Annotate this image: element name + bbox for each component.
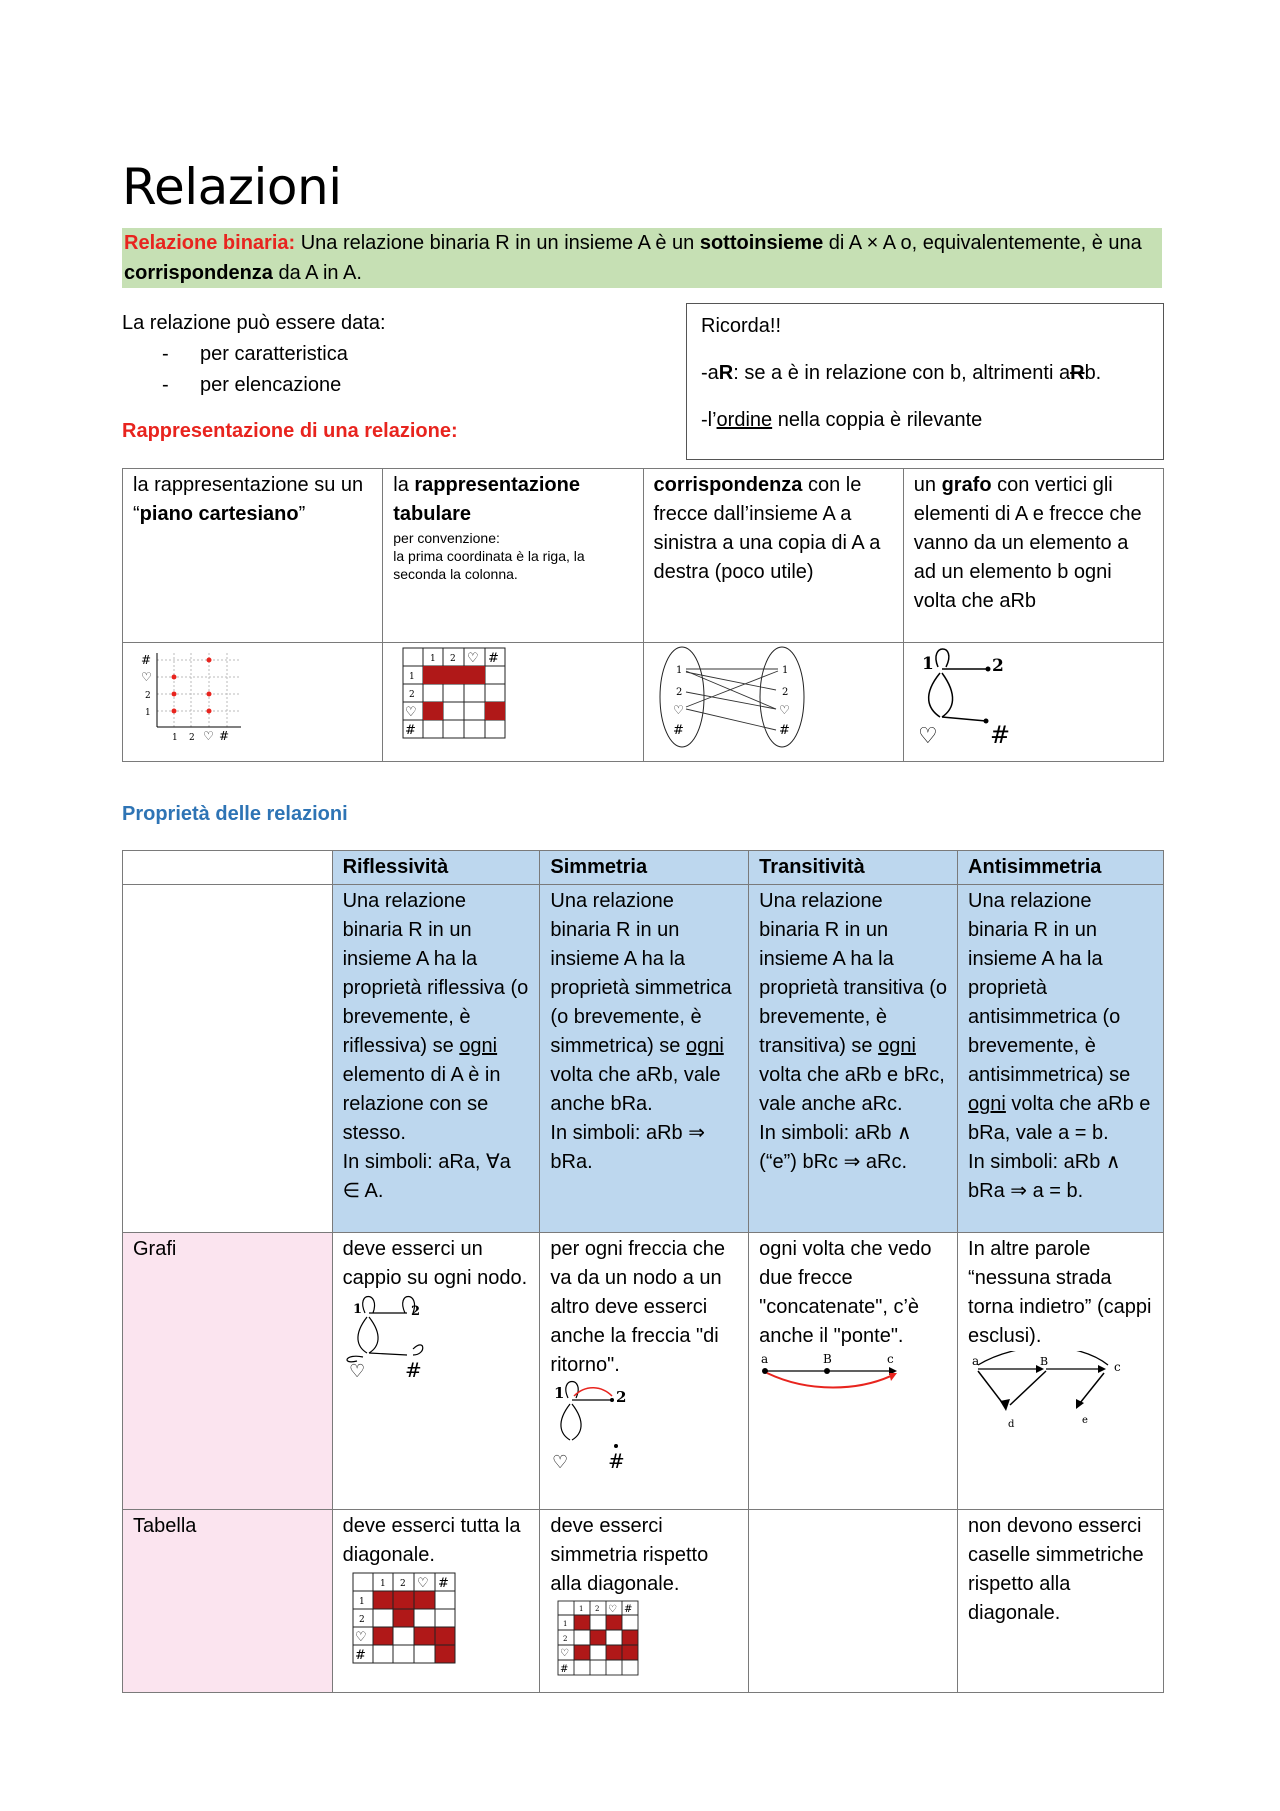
definition-text-3: da A in A. bbox=[272, 262, 362, 284]
grafi-transitivita: ogni volta che vedo due frecce "concatenate", c’è anche il "ponte". a B c bbox=[749, 1233, 958, 1510]
svg-text:#: # bbox=[404, 1358, 422, 1382]
svg-text:1: 1 bbox=[172, 733, 178, 743]
rep-tabular-figure bbox=[383, 643, 643, 762]
svg-text:1: 1 bbox=[675, 665, 682, 676]
svg-text:1: 1 bbox=[352, 1302, 362, 1317]
def-antisimmetria: Una relazione binaria R in un insieme A ha la proprietà antisimmetrica (o brevemente, è antisimmetrica) se ogni volta che aRb e bRa, vale a = b. In simboli: aRb ∧ bRa ⇒ a = b. bbox=[958, 885, 1164, 1233]
rep-cartesian-text: la rappresentazione su un “piano cartesiano” bbox=[123, 469, 383, 643]
definition-text-1: Una relazione binaria R in un insieme A è un bbox=[295, 232, 700, 254]
def-simmetria: Una relazione binaria R in un insieme A ha la proprietà simmetrica (o brevemente, è simmetrica) se ogni volta che aRb, vale anche bRa. In simboli: aRb ⇒ bRa. bbox=[540, 885, 749, 1233]
svg-text:#: # bbox=[437, 1576, 449, 1591]
svg-text:1: 1 bbox=[579, 1605, 584, 1613]
list-item: - per elencazione bbox=[162, 374, 342, 396]
svg-text:♡: ♡ bbox=[608, 1604, 618, 1615]
svg-text:2: 2 bbox=[399, 1579, 406, 1589]
ricorda-line-1: -aR: se a è in relazione con b, altrimenti aRb. bbox=[701, 362, 1102, 384]
cartesian-plot bbox=[129, 645, 249, 745]
svg-text:2: 2 bbox=[563, 1635, 568, 1643]
svg-text:#: # bbox=[778, 723, 790, 738]
svg-text:c: c bbox=[887, 1352, 894, 1366]
tabella-antisimmetria: non devono esserci caselle simmetriche rispetto alla diagonale. bbox=[958, 1510, 1164, 1693]
svg-text:B: B bbox=[823, 1352, 832, 1366]
svg-text:2: 2 bbox=[358, 1615, 365, 1625]
svg-text:#: # bbox=[141, 653, 152, 667]
header-simmetria: Simmetria bbox=[540, 851, 749, 885]
reflexive-table-figure bbox=[343, 1570, 463, 1670]
list-item: - per caratteristica bbox=[162, 343, 348, 365]
svg-text:1: 1 bbox=[145, 708, 151, 718]
svg-text:1: 1 bbox=[921, 654, 934, 674]
rep-tabular-text: la rappresentazione tabulare per convenzione: la prima coordinata è la riga, la seconda la colonna. bbox=[383, 469, 643, 643]
svg-text:2: 2 bbox=[410, 1304, 420, 1319]
svg-text:1: 1 bbox=[781, 665, 788, 676]
rep-graph-text: un grafo con vertici gli elementi di A e frecce che vanno da un elemento a ad un elemento b ogni volta che aRb bbox=[903, 469, 1163, 643]
svg-text:♡: ♡ bbox=[672, 703, 684, 717]
svg-text:♡: ♡ bbox=[467, 651, 479, 666]
svg-text:♡: ♡ bbox=[778, 703, 790, 717]
symmetric-table-figure bbox=[550, 1599, 650, 1681]
tabella-transitivita bbox=[749, 1510, 958, 1693]
ricorda-box bbox=[686, 303, 1164, 460]
definition-bold-1: sottoinsieme bbox=[699, 232, 824, 254]
svg-text:♡: ♡ bbox=[348, 1361, 365, 1382]
properties-table bbox=[122, 850, 1164, 1693]
svg-text:♡: ♡ bbox=[405, 705, 417, 720]
svg-text:#: # bbox=[560, 1664, 569, 1675]
svg-text:B: B bbox=[1040, 1355, 1049, 1368]
svg-text:♡: ♡ bbox=[552, 1452, 569, 1472]
row-label-tabella: Tabella bbox=[123, 1510, 333, 1693]
svg-text:2: 2 bbox=[409, 690, 415, 700]
rep-correspondence-text: corrispondenza con le frecce dall’insieme A a sinistra a una copia di A a destra (poco utile) bbox=[643, 469, 903, 643]
svg-text:1: 1 bbox=[554, 1384, 565, 1402]
svg-text:2: 2 bbox=[781, 687, 788, 698]
svg-text:#: # bbox=[608, 1449, 626, 1472]
ricorda-line-2: -l’ordine nella coppia è rilevante bbox=[701, 409, 983, 431]
svg-text:♡: ♡ bbox=[354, 1630, 367, 1645]
svg-text:#: # bbox=[624, 1604, 633, 1615]
header-transitivita: Transitività bbox=[749, 851, 958, 885]
svg-text:♡: ♡ bbox=[203, 729, 214, 743]
row-label-grafi: Grafi bbox=[123, 1233, 333, 1510]
definition-bold-2: corrispondenza bbox=[124, 262, 273, 284]
def-riflessivita: Una relazione binaria R in un insieme A ha la proprietà riflessiva (o brevemente, è riflessiva) se ogni elemento di A è in relazione con se stesso. In simboli: aRa, ∀a ∈ A. bbox=[332, 885, 540, 1233]
representation-table bbox=[122, 468, 1164, 762]
symmetric-graph-figure bbox=[550, 1380, 640, 1472]
svg-text:d: d bbox=[1008, 1419, 1015, 1430]
svg-text:1: 1 bbox=[430, 654, 436, 664]
antisymmetric-graph-figure bbox=[968, 1351, 1128, 1441]
svg-text:a: a bbox=[972, 1354, 980, 1368]
header-empty bbox=[123, 851, 333, 885]
svg-text:e: e bbox=[1082, 1415, 1088, 1426]
representation-heading: Rappresentazione di una relazione: bbox=[122, 420, 458, 442]
rep-correspondence-figure bbox=[643, 643, 903, 762]
intro-list bbox=[122, 339, 386, 401]
svg-text:♡: ♡ bbox=[917, 724, 938, 745]
grafi-antisimmetria: In altre parole “nessuna strada torna indietro” (cappi esclusi). a B c d e bbox=[958, 1233, 1164, 1510]
definition-text-2: di A × A o, equivalentemente, è una bbox=[823, 232, 1142, 254]
svg-text:1: 1 bbox=[358, 1597, 365, 1607]
svg-text:#: # bbox=[405, 723, 417, 738]
transitive-graph-figure bbox=[759, 1351, 909, 1401]
svg-text:c: c bbox=[1114, 1360, 1121, 1374]
ricorda-title: Ricorda!! bbox=[701, 315, 782, 337]
svg-text:#: # bbox=[219, 729, 230, 743]
tabella-riflessivita: deve esserci tutta la diagonale. 1 2 ♡ # 1 2 ♡ # bbox=[332, 1510, 540, 1693]
reflexive-graph-figure bbox=[343, 1293, 433, 1385]
svg-text:1: 1 bbox=[563, 1620, 568, 1628]
svg-text:♡: ♡ bbox=[416, 1576, 429, 1591]
rep-graph-figure bbox=[903, 643, 1163, 762]
svg-text:2: 2 bbox=[616, 1388, 627, 1406]
page-title: Relazioni bbox=[122, 158, 342, 216]
def-empty bbox=[123, 885, 333, 1233]
grafi-riflessivita: deve esserci un cappio su ogni nodo. 1 2 ♡ # bbox=[332, 1233, 540, 1510]
svg-text:1: 1 bbox=[379, 1579, 386, 1589]
svg-text:1: 1 bbox=[409, 672, 415, 682]
definition-box bbox=[122, 228, 1162, 288]
rep-cartesian-figure bbox=[123, 643, 383, 762]
header-riflessivita: Riflessività bbox=[332, 851, 540, 885]
svg-text:2: 2 bbox=[145, 691, 151, 701]
grafi-simmetria: per ogni freccia che va da un nodo a un altro deve esserci anche la freccia "di ritorno". 1 2 ♡ # bbox=[540, 1233, 749, 1510]
properties-heading: Proprietà delle relazioni bbox=[122, 803, 348, 825]
svg-text:#: # bbox=[672, 723, 684, 738]
tabular-grid-figure bbox=[393, 645, 513, 745]
tabella-simmetria: deve esserci simmetria rispetto alla diagonale. 1 2 ♡ # 1 2 ♡ # bbox=[540, 1510, 749, 1693]
correspondence-figure bbox=[654, 645, 814, 750]
svg-text:#: # bbox=[488, 651, 500, 666]
svg-text:2: 2 bbox=[450, 654, 456, 664]
def-transitivita: Una relazione binaria R in un insieme A ha la proprietà transitiva (o brevemente, è transitiva) se ogni volta che aRb e bRc, vale anche aRc. In simboli: aRb ∧ (“e”) bRc ⇒ aRc. bbox=[749, 885, 958, 1233]
svg-text:2: 2 bbox=[189, 733, 195, 743]
intro-block bbox=[122, 308, 386, 401]
svg-text:2: 2 bbox=[675, 687, 682, 698]
svg-text:#: # bbox=[354, 1648, 366, 1663]
graph-figure bbox=[914, 645, 1034, 745]
svg-text:#: # bbox=[989, 721, 1010, 745]
header-antisimmetria: Antisimmetria bbox=[958, 851, 1164, 885]
definition-label: Relazione binaria: bbox=[124, 232, 296, 254]
svg-text:♡: ♡ bbox=[141, 670, 152, 684]
intro-line: La relazione può essere data: bbox=[122, 312, 386, 334]
svg-text:♡: ♡ bbox=[560, 1648, 570, 1659]
svg-text:a: a bbox=[761, 1352, 769, 1366]
svg-text:2: 2 bbox=[595, 1605, 600, 1613]
svg-text:2: 2 bbox=[991, 656, 1004, 676]
